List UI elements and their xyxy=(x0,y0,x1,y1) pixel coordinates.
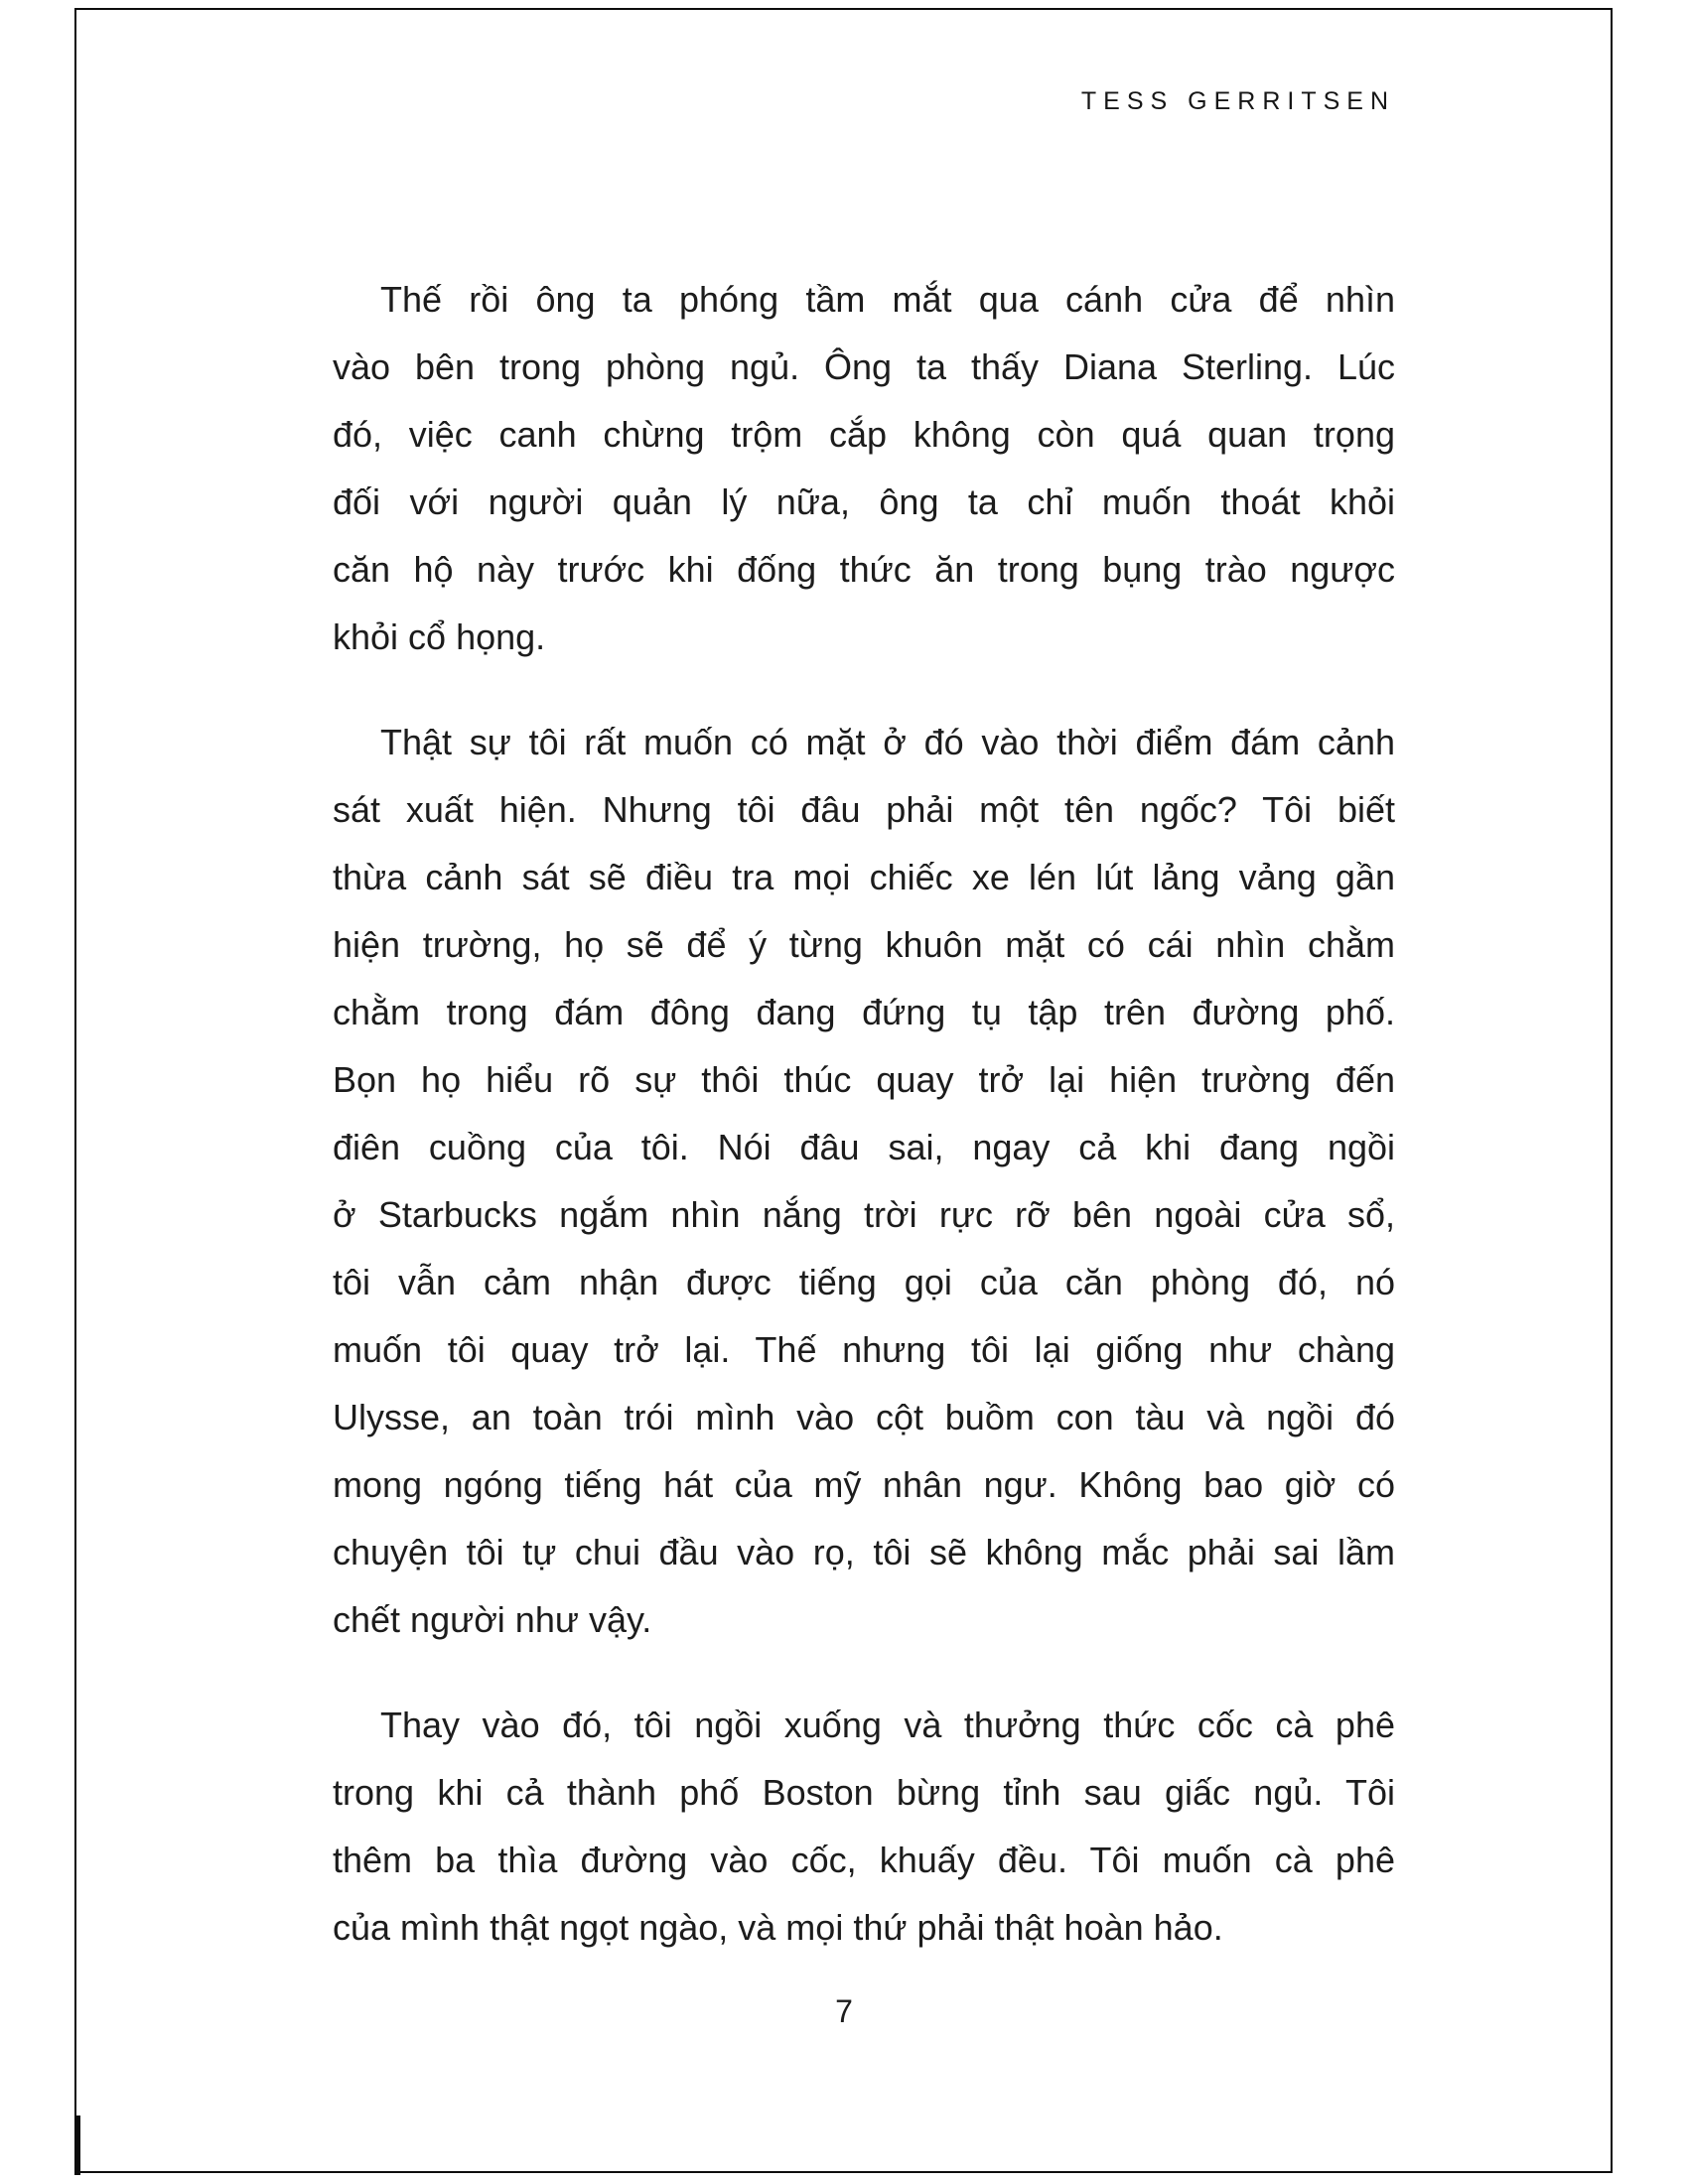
scan-artifact xyxy=(74,2116,80,2175)
text-line: Thế rồi ông ta phóng tầm mắt qua cánh cửa để nhìn xyxy=(380,279,1395,320)
text-line: điên cuồng của tôi. Nói đâu sai, ngay cả khi đang ngồi xyxy=(333,1127,1395,1167)
text-line: khỏi cổ họng. xyxy=(333,616,546,657)
body-text xyxy=(333,266,1395,1962)
text-line: chằm trong đám đông đang đứng tụ tập trên đường phố. xyxy=(333,992,1395,1032)
text-line: Ulysse, an toàn trói mình vào cột buồm con tàu và ngồi đó xyxy=(333,1397,1395,1437)
text-line: căn hộ này trước khi đống thức ăn trong bụng trào ngược xyxy=(333,549,1395,590)
text-line: mong ngóng tiếng hát của mỹ nhân ngư. Không bao giờ có xyxy=(333,1464,1395,1505)
text-line: Thật sự tôi rất muốn có mặt ở đó vào thời điểm đám cảnh xyxy=(380,722,1395,762)
text-line: thêm ba thìa đường vào cốc, khuấy đều. Tôi muốn cà phê xyxy=(333,1840,1395,1880)
text-line: sát xuất hiện. Nhưng tôi đâu phải một tên ngốc? Tôi biết xyxy=(333,789,1395,830)
page-number: 7 xyxy=(835,1993,853,2029)
paragraph xyxy=(333,1692,1395,1962)
text-line: hiện trường, họ sẽ để ý từng khuôn mặt có cái nhìn chằm xyxy=(333,924,1395,965)
text-line: chết người như vậy. xyxy=(333,1599,652,1640)
text-line: đối với người quản lý nữa, ông ta chỉ muốn thoát khỏi xyxy=(333,481,1395,522)
text-line: ở Starbucks ngắm nhìn nắng trời rực rỡ bên ngoài cửa sổ, xyxy=(333,1194,1395,1235)
text-line: muốn tôi quay trở lại. Thế nhưng tôi lại giống như chàng xyxy=(333,1329,1395,1370)
text-line: chuyện tôi tự chui đầu vào rọ, tôi sẽ không mắc phải sai lầm xyxy=(333,1532,1395,1572)
text-line: Thay vào đó, tôi ngồi xuống và thưởng thức cốc cà phê xyxy=(380,1705,1395,1745)
paragraph xyxy=(333,709,1395,1654)
text-line: tôi vẫn cảm nhận được tiếng gọi của căn phòng đó, nó xyxy=(333,1262,1395,1302)
running-header-author: TESS GERRITSEN xyxy=(1080,87,1395,115)
text-line: đó, việc canh chừng trộm cắp không còn quá quan trọng xyxy=(333,414,1395,455)
text-line: vào bên trong phòng ngủ. Ông ta thấy Diana Sterling. Lúc xyxy=(333,346,1395,387)
text-line: của mình thật ngọt ngào, và mọi thứ phải thật hoàn hảo. xyxy=(333,1907,1223,1948)
text-line: thừa cảnh sát sẽ điều tra mọi chiếc xe lén lút lảng vảng gần xyxy=(333,857,1395,897)
text-line: trong khi cả thành phố Boston bừng tỉnh sau giấc ngủ. Tôi xyxy=(333,1772,1395,1813)
paragraph xyxy=(333,266,1395,671)
text-line: Bọn họ hiểu rõ sự thôi thúc quay trở lại hiện trường đến xyxy=(333,1059,1395,1100)
